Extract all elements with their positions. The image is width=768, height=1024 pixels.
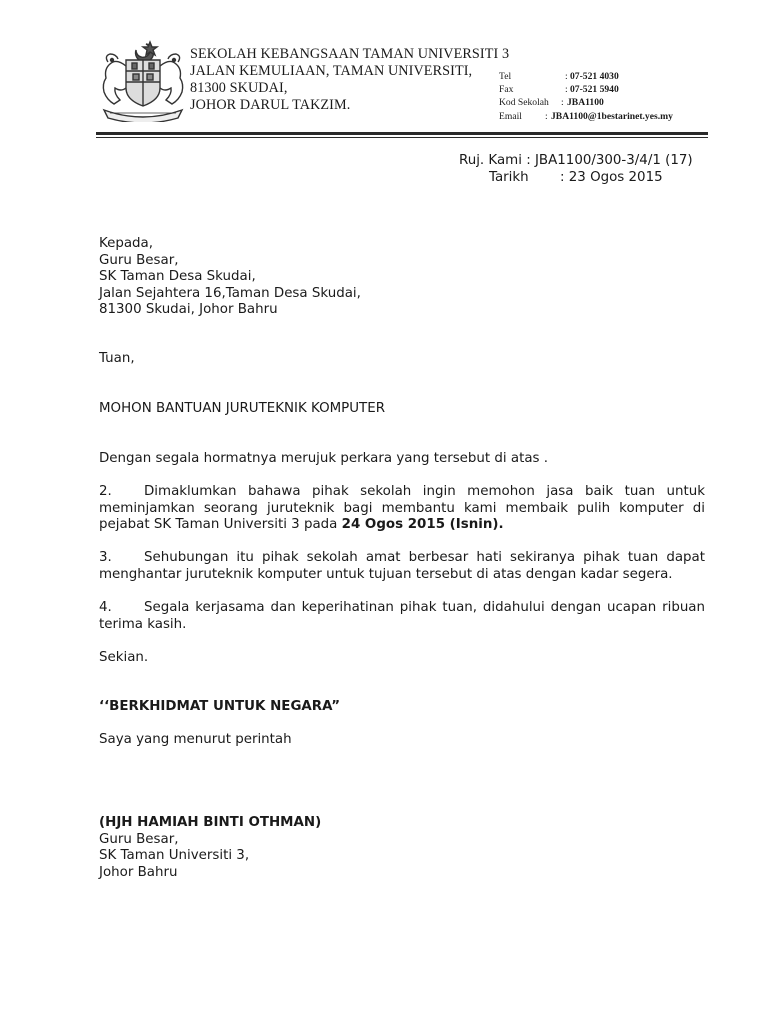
paragraph-number: 2.: [99, 484, 112, 499]
recipient-address: [99, 236, 705, 319]
reference-block: [459, 153, 693, 186]
tarikh-value: : 23 Ogos 2015: [560, 169, 663, 185]
paragraph-number: 3.: [99, 550, 112, 565]
signature-block: [99, 815, 705, 881]
paragraph-3: [99, 550, 705, 583]
recipient-line: SK Taman Desa Skudai,: [99, 269, 256, 284]
paragraph-text: Segala kerjasama dan keperihatinan pihak tuan, didahului dengan ucapan ribuan terima kasih.: [99, 600, 705, 632]
closing: Sekian.: [99, 650, 149, 665]
subject-line: MOHON BANTUAN JURUTEKNIK KOMPUTER: [99, 401, 385, 416]
ruj-label: Ruj. Kami: [459, 153, 522, 168]
letterhead-rule-thin: [96, 137, 708, 138]
signatory-school: SK Taman Universiti 3,: [99, 848, 250, 863]
tarikh-row: [459, 170, 693, 187]
paragraph-text: Dimaklumkan bahawa pihak sekolah ingin memohon jasa baik tuan untuk meminjamkan seorang juruteknik bagi membantu kami membaik pulih komputer di pejabat SK Taman Universiti 3 pada: [99, 484, 705, 532]
ruj-row: [459, 153, 693, 170]
school-postcode: 81300 SKUDAI,: [190, 80, 288, 96]
school-street: JALAN KEMULIAAN, TAMAN UNIVERSITI,: [190, 63, 473, 79]
motto: ‘‘BERKHIDMAT UNTUK NEGARA”: [99, 699, 341, 714]
paragraph-text: Sehubungan itu pihak sekolah amat berbesar hati sekiranya pihak tuan dapat menghantar juruteknik komputer untuk tujuan tersebut di atas dengan kadar segera.: [99, 550, 705, 582]
school-address-block: [190, 46, 509, 114]
ruj-value: : JBA1100/300-3/4/1 (17): [526, 153, 693, 168]
recipient-line: Kepada,: [99, 236, 154, 251]
school-name: SEKOLAH KEBANGSAAN TAMAN UNIVERSITI 3: [190, 46, 510, 62]
obedient-line: Saya yang menurut perintah: [99, 732, 292, 747]
letterhead-rule: [96, 132, 708, 135]
tarikh-label: Tarikh: [489, 169, 529, 185]
paragraph-2: [99, 484, 705, 534]
recipient-line: Guru Besar,: [99, 252, 179, 268]
signatory-title: Guru Besar,: [99, 831, 179, 847]
crest-emblem-icon: [96, 38, 190, 122]
recipient-line: 81300 Skudai, Johor Bahru: [99, 302, 278, 317]
paragraph-date-bold: 24 Ogos 2015 (Isnin).: [341, 517, 504, 532]
signatory-city: Johor Bahru: [99, 864, 178, 880]
recipient-line: Jalan Sejahtera 16,Taman Desa Skudai,: [99, 285, 361, 301]
opening-line: Dengan segala hormatnya merujuk perkara yang tersebut di atas .: [99, 451, 549, 466]
school-state: JOHOR DARUL TAKZIM.: [190, 97, 351, 113]
signatory-name: (HJH HAMIAH BINTI OTHMAN): [99, 815, 322, 830]
paragraph-number: 4.: [99, 600, 112, 615]
paragraph-4: [99, 600, 705, 633]
salutation: Tuan,: [99, 351, 135, 366]
